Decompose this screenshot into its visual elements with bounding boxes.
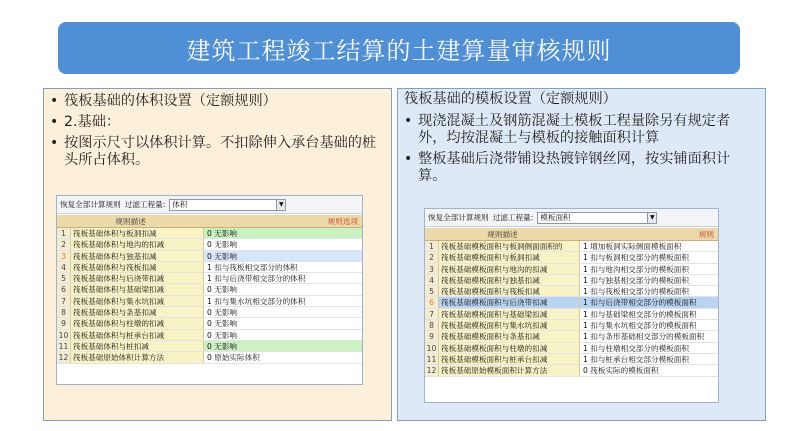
bullet-dot-icon: • xyxy=(404,151,413,167)
rule-option[interactable]: 0 无影响 xyxy=(207,330,238,340)
table-row[interactable] xyxy=(57,296,362,307)
table-row[interactable] xyxy=(57,352,362,363)
reset-rules-button[interactable]: 恢复全部计算规则 xyxy=(428,213,489,222)
row-number: 10 xyxy=(425,343,439,353)
rule-description: 筏板基础体积与桩承台扣减 xyxy=(71,330,204,340)
rule-description: 筏板基础体积与条基扣减 xyxy=(71,307,204,317)
row-number: 12 xyxy=(425,365,439,375)
table-row[interactable] xyxy=(425,331,718,342)
bullet-item xyxy=(50,135,383,169)
table-row[interactable] xyxy=(57,228,362,239)
bullet-item xyxy=(404,151,757,185)
column-header-option: 规则 xyxy=(580,228,718,240)
table-row[interactable] xyxy=(57,307,362,318)
rule-option[interactable]: 0 无影响 xyxy=(207,285,238,295)
rule-description: 筏板基础体积与筏板扣减 xyxy=(71,262,204,272)
bullet-dot-icon: • xyxy=(50,114,59,130)
table-row[interactable] xyxy=(425,343,718,354)
rule-option[interactable]: 1 扣与后浇带相交部分的模板面积 xyxy=(580,297,718,307)
rule-description: 筏板基础模板面积与柱墩的扣减 xyxy=(439,343,580,353)
rule-description: 筏板基础模板面积与基础梁扣减 xyxy=(439,309,580,319)
row-number: 4 xyxy=(425,275,439,285)
rule-description: 筏板基础模板面积与后浇带扣减 xyxy=(439,297,580,307)
table-row[interactable] xyxy=(425,275,718,286)
row-number: 10 xyxy=(57,330,71,340)
rule-option[interactable]: 1 扣与柱墩相交部分的模板面积 xyxy=(583,343,689,353)
filter-select[interactable] xyxy=(169,199,286,211)
filter-select[interactable] xyxy=(537,212,657,224)
rule-description: 筏板基础模板面积与板洞侧面面积的 xyxy=(439,241,580,251)
column-header-option: 规则选项 xyxy=(204,215,362,227)
bullet-text: 整板基础后浇带铺设热镀锌钢丝网，按实铺面积计算。 xyxy=(418,151,731,184)
formwork-rules-screenshot xyxy=(424,208,719,403)
row-number: 3 xyxy=(425,264,439,274)
table-row[interactable] xyxy=(57,330,362,341)
bullet-dot-icon: • xyxy=(50,135,59,151)
rule-description: 筏板基础体积与地沟的扣减 xyxy=(71,239,204,249)
table-row[interactable] xyxy=(57,318,362,329)
rules-toolbar xyxy=(425,209,718,227)
rule-option[interactable]: 1 扣与后浇带相交部分的体积 xyxy=(207,274,306,284)
rule-option[interactable]: 0 筏板实际的模板面积 xyxy=(583,366,659,376)
rule-option[interactable]: 1 扣与筏板相交部分的模板面积 xyxy=(583,287,689,297)
column-header-desc: 规则描述 xyxy=(425,228,580,240)
rule-option[interactable]: 1 扣与地沟相交部分的模板面积 xyxy=(583,264,689,274)
filter-select-value: 体积 xyxy=(172,200,188,209)
bullet-item xyxy=(50,93,383,110)
rule-option[interactable]: 1 扣与独基相交部分的模板面积 xyxy=(583,275,689,285)
rule-description: 筏板基础体积与柱墩的扣减 xyxy=(71,318,204,328)
filter-label: 过滤工程量: xyxy=(492,213,534,222)
table-row[interactable] xyxy=(425,309,718,320)
bullet-dot-icon: • xyxy=(404,113,413,129)
row-number: 2 xyxy=(57,239,71,249)
row-number: 4 xyxy=(57,262,71,272)
rule-description: 筏板基础模板面积与集水坑扣减 xyxy=(439,320,580,330)
rule-description: 筏板基础体积与独基扣减 xyxy=(71,251,204,261)
bullet-text: 现浇混凝土及钢筋混凝土模板工程量除另有规定者外，均按混凝土与模板的接触面积计算 xyxy=(418,113,731,146)
row-number: 11 xyxy=(57,341,71,351)
rule-description: 筏板基础模板面积与桩承台扣减 xyxy=(439,354,580,364)
filter-select-value: 模板面积 xyxy=(540,213,571,222)
row-number: 2 xyxy=(425,252,439,262)
rule-description: 筏板基础体积与后浇带扣减 xyxy=(71,273,204,283)
table-row[interactable] xyxy=(425,297,718,308)
rule-description: 筏板基础模板面积与地沟的扣减 xyxy=(439,264,580,274)
rule-description: 筏板基础模板面积与筏板扣减 xyxy=(439,286,580,296)
rule-option[interactable]: 0 无影响 xyxy=(204,251,362,261)
table-row[interactable] xyxy=(57,251,362,262)
left-bullet-list xyxy=(44,89,391,169)
bullet-item xyxy=(404,113,757,147)
rule-option[interactable]: 1 增加板洞实际侧面模板面积 xyxy=(583,242,682,251)
bullet-text: 筏板基础的体积设置（定额规则） xyxy=(64,93,277,109)
table-row[interactable] xyxy=(425,354,718,365)
rule-option[interactable]: 0 无影响 xyxy=(207,240,238,250)
bullet-dot-icon: • xyxy=(50,93,59,109)
bullet-text: 2.基础： xyxy=(64,114,121,130)
table-row[interactable] xyxy=(425,286,718,297)
column-header-desc: 规则描述 xyxy=(57,215,204,227)
row-number: 1 xyxy=(57,228,71,238)
rules-table xyxy=(57,215,362,364)
chevron-down-icon[interactable]: ▼ xyxy=(647,213,656,223)
row-number: 7 xyxy=(425,309,439,319)
rule-description: 筏板基础体积与板洞扣减 xyxy=(71,228,204,238)
row-number: 8 xyxy=(57,307,71,317)
right-panel-heading: 筏板基础的模板设置（定额规则） xyxy=(404,91,617,107)
rule-option[interactable]: 0 原始实际体积 xyxy=(207,353,260,363)
slide-title: 建筑工程竣工结算的土建算量审核规则 xyxy=(58,22,740,74)
table-row[interactable] xyxy=(425,241,718,252)
rule-option[interactable]: 1 扣与条形基础相交部分的模板面积 xyxy=(583,332,705,342)
row-number: 5 xyxy=(425,286,439,296)
rule-description: 筏板基础模板面积与独基扣减 xyxy=(439,275,580,285)
chevron-down-icon[interactable]: ▼ xyxy=(276,200,285,210)
volume-rules-screenshot xyxy=(56,195,363,385)
rule-option[interactable]: 1 扣与筏板相交部分的体积 xyxy=(207,262,298,272)
filter-label: 过滤工程量: xyxy=(124,200,166,209)
rule-description: 筏板基础体积与基础梁扣减 xyxy=(71,284,204,294)
table-row[interactable] xyxy=(57,284,362,295)
rule-option[interactable]: 1 扣与集水坑相交部分的模板面积 xyxy=(583,321,697,331)
rule-option[interactable]: 0 无影响 xyxy=(207,308,238,318)
table-header xyxy=(425,228,718,241)
table-row[interactable] xyxy=(425,365,718,376)
row-number: 6 xyxy=(425,297,439,307)
bullet-text: 按图示尺寸以体积计算。不扣除伸入承台基础的桩头所占体积。 xyxy=(64,135,377,168)
row-number: 3 xyxy=(57,251,71,261)
row-number: 1 xyxy=(425,241,439,251)
row-number: 12 xyxy=(57,352,71,362)
row-number: 11 xyxy=(425,354,439,364)
rule-option[interactable]: 0 无影响 xyxy=(204,341,362,351)
table-row[interactable] xyxy=(57,341,362,352)
rule-description: 筏板基础原始模板面积计算方法 xyxy=(439,365,580,375)
bullet-item xyxy=(50,114,383,131)
rule-option[interactable]: 1 扣与板洞相交部分的模板面积 xyxy=(583,253,689,263)
rule-option[interactable]: 1 扣与桩承台相交部分模板面积 xyxy=(583,354,689,364)
row-number: 7 xyxy=(57,296,71,306)
table-row[interactable] xyxy=(425,320,718,331)
rule-option[interactable]: 0 无影响 xyxy=(204,228,362,238)
row-number: 9 xyxy=(425,331,439,341)
rule-description: 筏板基础体积与桩扣减 xyxy=(71,341,204,351)
table-row[interactable] xyxy=(57,239,362,250)
table-row[interactable] xyxy=(425,252,718,263)
table-row[interactable] xyxy=(57,273,362,284)
rules-table xyxy=(425,228,718,377)
row-number: 8 xyxy=(425,320,439,330)
rule-option[interactable]: 1 扣与集水坑相交部分的体积 xyxy=(207,296,306,306)
row-number: 6 xyxy=(57,284,71,294)
right-bullet-list xyxy=(398,111,765,185)
table-row[interactable] xyxy=(57,262,362,273)
reset-rules-button[interactable]: 恢复全部计算规则 xyxy=(60,200,121,209)
rule-description: 筏板基础体积与集水坑扣减 xyxy=(71,296,204,306)
rule-description: 筏板基础模板面积与板洞扣减 xyxy=(439,252,580,262)
rule-description: 筏板基础原始体积计算方法 xyxy=(71,352,204,362)
table-row[interactable] xyxy=(425,264,718,275)
table-header xyxy=(57,215,362,228)
rule-option[interactable]: 1 扣与基础梁相交部分的模板面积 xyxy=(583,309,697,319)
rule-description: 筏板基础模板面积与条基扣减 xyxy=(439,331,580,341)
rule-option[interactable]: 0 无影响 xyxy=(207,319,238,329)
row-number: 5 xyxy=(57,273,71,283)
rules-toolbar xyxy=(57,196,362,214)
row-number: 9 xyxy=(57,318,71,328)
